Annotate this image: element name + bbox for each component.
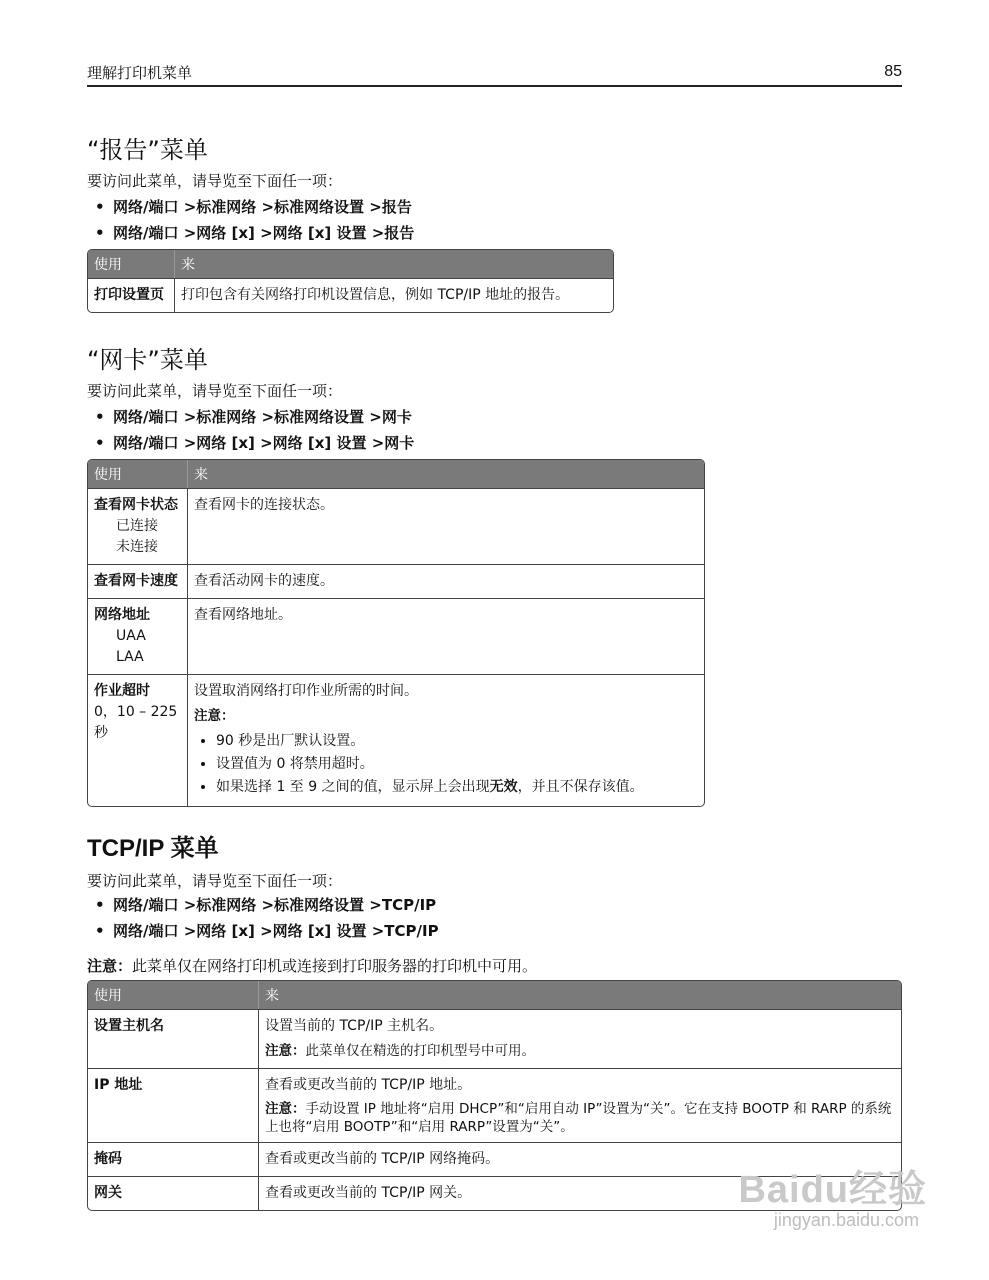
option-value: 已连接 [116,518,158,534]
item-description: 查看网络地址。 [187,598,704,674]
col-header-for: 来 [174,250,613,278]
menu-item-cell [88,488,187,564]
item-description: 查看或更改当前的 TCP/IP 地址。 [265,1077,472,1093]
item-description: 查看活动网卡的速度。 [187,564,704,598]
option-value: UAA [116,628,146,644]
nic-intro: 要访问此菜单，请导览至下面任一项： [87,382,343,400]
table-row [88,488,704,564]
watermark-logo: Baidu经验 [738,1169,927,1211]
item-description-cell [258,1009,901,1068]
col-header-use: 使用 [88,460,187,488]
item-description-cell [187,674,704,806]
page-number: 85 [884,63,902,80]
section-title-report: “报告”菜单 [87,136,208,164]
nic-path-2: • 网络/端口 >网络 [x] >网络 [x] 设置 >网卡 [95,434,415,452]
item-description-cell [258,1068,901,1142]
table-row [88,1068,901,1142]
menu-item: 打印设置页 [88,278,174,312]
item-description: 打印包含有关网络打印机设置信息，例如 TCP/IP 地址的报告。 [174,278,613,312]
tcpip-note: 注意：此菜单仅在网络打印机或连接到打印服务器的打印机中可用。 [87,957,538,975]
report-path-1: • 网络/端口 >标准网络 >标准网络设置 >报告 [95,198,412,216]
item-description: 查看或更改当前的 TCP/IP 网络掩码。 [258,1142,901,1176]
section-title-nic: “网卡”菜单 [87,346,208,374]
report-intro: 要访问此菜单，请导览至下面任一项： [87,172,343,190]
menu-item-cell [88,598,187,674]
col-header-use: 使用 [88,981,258,1009]
tcpip-path-2: • 网络/端口 >网络 [x] >网络 [x] 设置 >TCP/IP [95,922,439,940]
item-note: 注意：手动设置 IP 地址将“启用 DHCP”和“启用自动 IP”设置为“关”。它在支持 BOOTP 和 RARP 的系统上也将“启用 BOOTP”和“启用 RARP”设置为“关”。 [265,1101,892,1135]
table-header-row [88,250,613,278]
tcpip-intro: 要访问此菜单，请导览至下面任一项： [87,872,343,890]
menu-item: 查看网卡速度 [88,564,187,598]
col-header-for: 来 [258,981,901,1009]
item-description: 设置当前的 TCP/IP 主机名。 [265,1018,444,1034]
item-note: 注意：此菜单仅在精选的打印机型号中可用。 [265,1043,535,1059]
section-title-tcpip: TCP/IP 菜单 [87,835,219,862]
item-description: 查看或更改当前的 TCP/IP 网关。 [258,1176,901,1210]
option-value: 未连接 [116,539,158,555]
menu-item: 网络地址 [94,607,150,623]
table-row [88,278,613,312]
col-header-use: 使用 [88,250,174,278]
table-row [88,674,704,806]
item-description: 设置取消网络打印作业所需的时间。 [194,683,418,699]
report-table [87,249,614,313]
watermark-url: jingyan.baidu.com [773,1210,919,1230]
header-rule [87,85,902,87]
col-header-for: 来 [187,460,704,488]
table-header-row [88,460,704,488]
running-header: 理解打印机菜单 [87,64,193,82]
list-item: • 90 秒是出厂默认设置。 [216,731,698,752]
option-value: LAA [116,649,144,665]
item-description: 查看网卡的连接状态。 [187,488,704,564]
tcpip-path-1: • 网络/端口 >标准网络 >标准网络设置 >TCP/IP [95,896,437,914]
menu-item: 网关 [88,1176,258,1210]
report-path-2: • 网络/端口 >网络 [x] >网络 [x] 设置 >报告 [95,224,415,242]
menu-item: 作业超时 [94,683,150,699]
note-list [194,731,698,798]
table-header-row [88,981,901,1009]
table-row [88,564,704,598]
menu-item: 设置主机名 [88,1009,258,1068]
menu-item: IP 地址 [88,1068,258,1142]
table-row [88,598,704,674]
note-label: 注意： [194,708,235,724]
menu-item: 掩码 [88,1142,258,1176]
nic-path-1: • 网络/端口 >标准网络 >标准网络设置 >网卡 [95,408,412,426]
table-row [88,1009,901,1068]
list-item: • 设置值为 0 将禁用超时。 [216,754,698,775]
menu-item: 查看网卡状态 [94,497,178,513]
list-item: • 如果选择 1 至 9 之间的值，显示屏上会出现无效，并且不保存该值。 [216,777,698,798]
option-range: 0，10 – 225 秒 [94,704,178,741]
menu-item-cell [88,674,187,806]
nic-table [87,459,705,807]
